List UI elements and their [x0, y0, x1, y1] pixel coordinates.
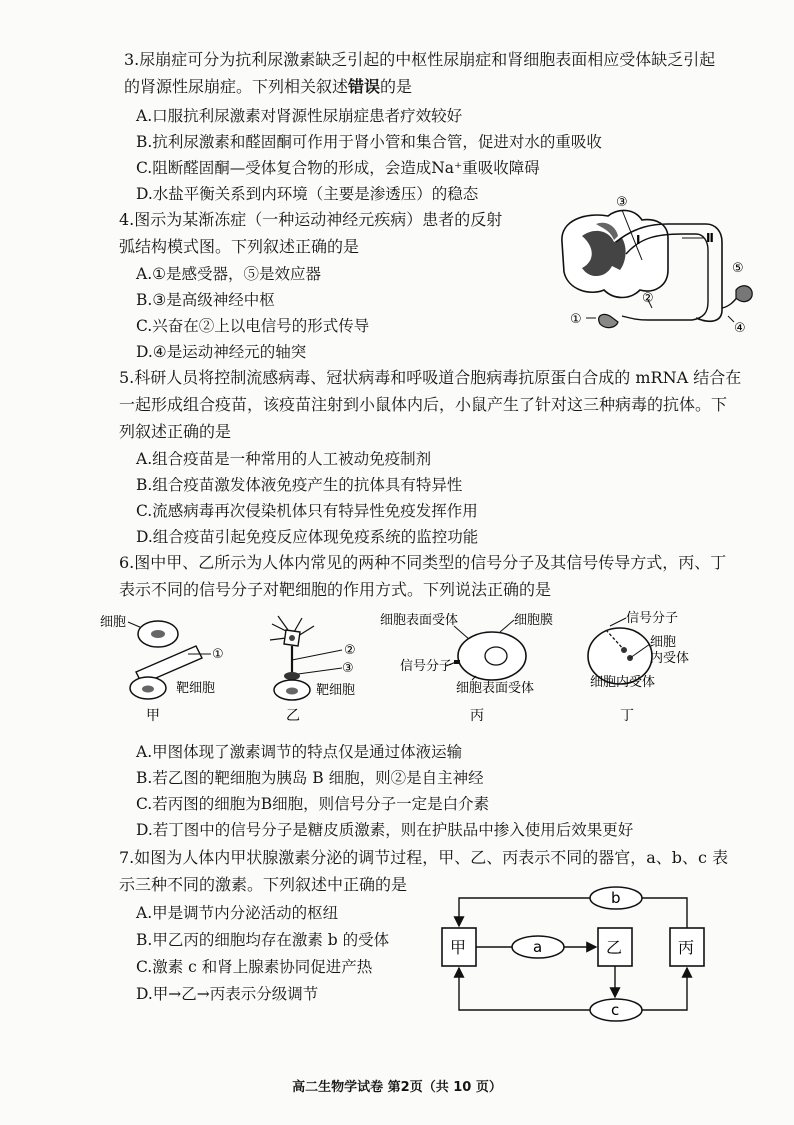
- receptor-shape: [599, 314, 618, 327]
- fig4-label-1: ①: [570, 312, 582, 327]
- q5-option-c: C.流感病毒再次侵染机体只有特异性免疫发挥作用: [136, 502, 478, 520]
- ding-bottom-label: 细胞内受体: [590, 675, 656, 690]
- q5-stem-line2: 一起形成组合疫苗，该疫苗注射到小鼠体内后，小鼠产生了针对这三种病毒的抗体。下: [119, 395, 728, 414]
- q5-option-b: B.组合疫苗激发体液免疫产生的抗体具有特异性: [136, 476, 463, 494]
- q7-stem-line1: 7.如图为人体内甲状腺激素分泌的调节过程，甲、乙、丙表示不同的器官，a、b、c 表: [119, 848, 729, 867]
- reflex-arc-figure: [556, 190, 766, 345]
- q3-stem-line2: [124, 76, 412, 98]
- q6-option-b: B.若乙图的靶细胞为胰岛 B 细胞，则②是自主神经: [136, 769, 484, 787]
- fig-yi: [258, 610, 378, 725]
- q3-option-b: B.抗利尿激素和醛固酮可作用于肾小管和集合管，促进对水的重吸收: [136, 133, 602, 151]
- fig4-label-5: ⑤: [732, 261, 744, 276]
- q7-option-d: D.甲→乙→丙表示分级调节: [136, 985, 319, 1003]
- thyroid-regulation-diagram: [436, 880, 726, 1030]
- fig4-label-I: Ⅰ: [636, 233, 641, 247]
- fig4-label-3: ③: [616, 195, 628, 210]
- q3-emphasis: 错误: [348, 77, 381, 96]
- page-footer: 高二生物学试卷 第2页（共 10 页）: [292, 1080, 502, 1095]
- ding-signal-label: 信号分子: [626, 611, 679, 626]
- q3-stem-end: 的是: [380, 77, 413, 96]
- q5-stem-line3: 列叙述正确的是: [119, 422, 232, 441]
- yi-target-label: 靶细胞: [316, 683, 356, 698]
- yi-label-3: ③: [342, 661, 354, 676]
- fig4-label-2: ②: [642, 291, 654, 306]
- q7-option-b: B.甲乙丙的细胞均存在激素 b 的受体: [136, 931, 390, 949]
- q6-stem-line1: 6.图中甲、乙所示为人体内常见的两种不同类型的信号分子及其信号传导方式，丙、丁: [119, 553, 727, 572]
- hormone-c-label: c: [611, 1001, 620, 1019]
- q3-stem-line1: 3.尿崩症可分为抗利尿激素缺乏引起的中枢性尿崩症和肾细胞表面相应受体缺乏引起: [124, 50, 716, 69]
- q5-option-d: D.组合疫苗引起免疫反应体现免疫系统的监控功能: [136, 528, 479, 546]
- q7-stem-line2: 示三种不同的激素。下列叙述中正确的是: [119, 875, 408, 894]
- ding-caption: 丁: [620, 708, 634, 724]
- hormone-a-label: a: [533, 938, 543, 956]
- organ-yi-label: 乙: [606, 938, 623, 957]
- yi-caption: 乙: [286, 708, 300, 724]
- jia-label-1: ①: [212, 647, 224, 662]
- q6-option-a: A.甲图体现了激素调节的特点仅是通过体液运输: [136, 743, 463, 761]
- bing-receptor-bottom: 细胞表面受体: [456, 681, 535, 696]
- q3-option-a: A.口服抗利尿激素对肾源性尿崩症患者疗效较好: [136, 107, 463, 125]
- bing-membrane-label: 细胞膜: [514, 613, 554, 628]
- q4-stem-line2: 弧结构模式图。下列叙述正确的是: [119, 237, 360, 256]
- q3-option-d: D.水盐平衡关系到内环境（主要是渗透压）的稳态: [136, 185, 479, 203]
- q4-option-a: A.①是感受器，⑤是效应器: [136, 265, 322, 283]
- q4-stem-line1: 4.图示为某渐冻症（一种运动神经元疾病）患者的反射: [119, 210, 503, 229]
- fig-ding: [584, 608, 704, 726]
- q7-option-c: C.激素 c 和肾上腺素协同促进产热: [136, 958, 373, 976]
- fig-jia: [96, 610, 246, 725]
- fig-bing: [376, 610, 576, 725]
- q3-stem-text: 的肾源性尿崩症。下列相关叙述: [124, 77, 349, 96]
- organ-bing-label: 丙: [678, 938, 695, 957]
- bing-receptor-top: 细胞表面受体: [380, 613, 459, 628]
- q4-option-c: C.兴奋在②上以电信号的形式传导: [136, 317, 370, 335]
- q7-option-a: A.甲是调节内分泌活动的枢纽: [136, 904, 339, 922]
- fig4-label-4: ④: [734, 321, 746, 336]
- ding-inner-1: 细胞: [650, 635, 677, 650]
- q5-stem-line1: 5.科研人员将控制流感病毒、冠状病毒和呼吸道合胞病毒抗原蛋白合成的 mRNA 结合在: [119, 368, 742, 387]
- q5-option-a: A.组合疫苗是一种常用的人工被动免疫制剂: [136, 450, 432, 468]
- q6-option-c: C.若丙图的细胞为B细胞，则信号分子一定是白介素: [136, 795, 490, 813]
- q4-option-b: B.③是高级神经中枢: [136, 291, 275, 309]
- organ-jia-label: 甲: [450, 938, 467, 957]
- jia-caption: 甲: [146, 708, 160, 724]
- q6-stem-line2: 表示不同的信号分子对靶细胞的作用方式。下列说法正确的是: [119, 580, 552, 599]
- bing-signal-label: 信号分子: [400, 659, 453, 674]
- jia-target-label: 靶细胞: [176, 681, 216, 696]
- bing-caption: 丙: [470, 708, 484, 724]
- fig4-label-II: Ⅱ: [706, 231, 714, 245]
- jia-cell-label: 细胞: [100, 615, 127, 630]
- effector-shape: [736, 286, 752, 302]
- yi-label-2: ②: [344, 643, 356, 658]
- hormone-b-label: b: [611, 889, 621, 907]
- q3-option-c: C.阻断醛固酮—受体复合物的形成，会造成Na⁺重吸收障碍: [136, 159, 540, 177]
- ding-inner-2: 内受体: [650, 651, 690, 666]
- q4-option-d: D.④是运动神经元的轴突: [136, 343, 307, 361]
- q6-option-d: D.若丁图中的信号分子是糖皮质激素，则在护肤品中掺入使用后效果更好: [136, 821, 634, 839]
